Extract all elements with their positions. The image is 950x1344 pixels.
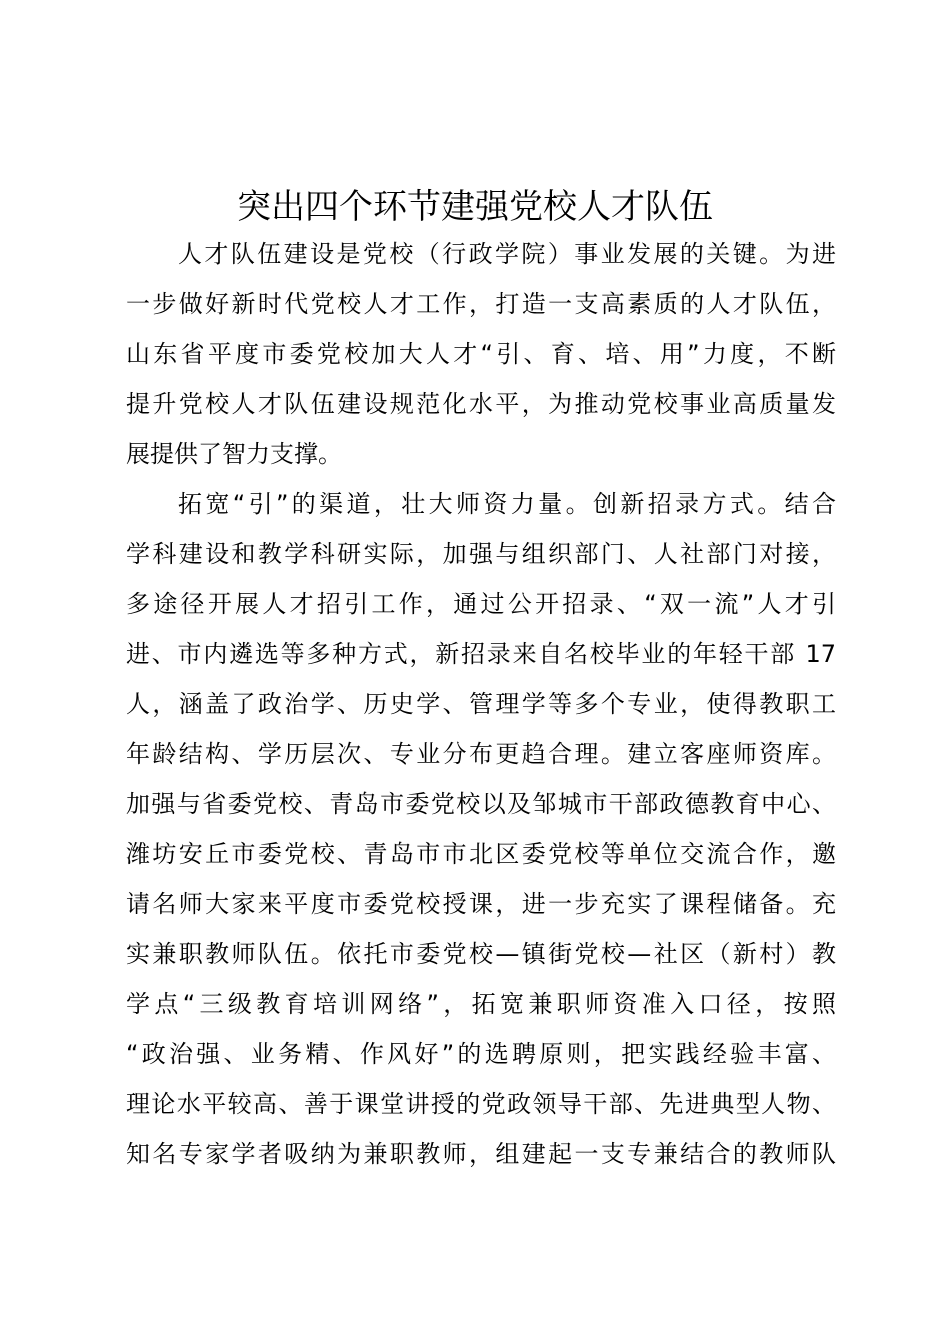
paragraph-1-line-4: 提升党校人才队伍建设规范化水平，为推动党校事业高质量发 xyxy=(126,390,836,418)
paragraph-2-line-1: 拓宽“引”的渠道，壮大师资力量。创新招录方式。结合 xyxy=(178,490,836,518)
paragraph-2-line-7: 加强与省委党校、青岛市委党校以及邹城市干部政德教育中心、 xyxy=(126,790,836,818)
paragraph-2-line-8: 潍坊安丘市委党校、青岛市市北区委党校等单位交流合作，邀 xyxy=(126,840,836,868)
paragraph-2-line-11: 学点“三级教育培训网络”，拓宽兼职师资准入口径，按照 xyxy=(126,990,836,1018)
paragraph-1-line-5: 展提供了智力支撑。 xyxy=(126,440,342,468)
paragraph-1-line-1: 人才队伍建设是党校（行政学院）事业发展的关键。为进 xyxy=(178,240,836,268)
page-title: 突出四个环节建强党校人才队伍 xyxy=(237,187,713,227)
paragraph-1-line-3: 山东省平度市委党校加大人才“引、育、培、用”力度，不断 xyxy=(126,340,836,368)
paragraph-2-line-5: 人，涵盖了政治学、历史学、管理学等多个专业，使得教职工 xyxy=(126,690,836,718)
paragraph-2-line-14: 知名专家学者吸纳为兼职教师，组建起一支专兼结合的教师队 xyxy=(126,1140,836,1168)
paragraph-2-line-13: 理论水平较高、善于课堂讲授的党政领导干部、先进典型人物、 xyxy=(126,1090,836,1118)
paragraph-2-line-9: 请名师大家来平度市委党校授课，进一步充实了课程储备。充 xyxy=(126,890,836,918)
paragraph-2-line-12: “政治强、业务精、作风好”的选聘原则，把实践经验丰富、 xyxy=(126,1040,836,1068)
paragraph-2-line-3: 多途径开展人才招引工作，通过公开招录、“双一流”人才引 xyxy=(126,590,836,618)
paragraph-1-line-2: 一步做好新时代党校人才工作，打造一支高素质的人才队伍， xyxy=(126,290,836,318)
paragraph-2-line-6: 年龄结构、学历层次、专业分布更趋合理。建立客座师资库。 xyxy=(126,740,836,768)
paragraph-2-line-4: 进、市内遴选等多种方式，新招录来自名校毕业的年轻干部 17 xyxy=(126,640,836,668)
paragraph-2-line-2: 学科建设和教学科研实际，加强与组织部门、人社部门对接， xyxy=(126,540,836,568)
paragraph-2-line-10: 实兼职教师队伍。依托市委党校—镇街党校—社区（新村）教 xyxy=(126,940,836,968)
